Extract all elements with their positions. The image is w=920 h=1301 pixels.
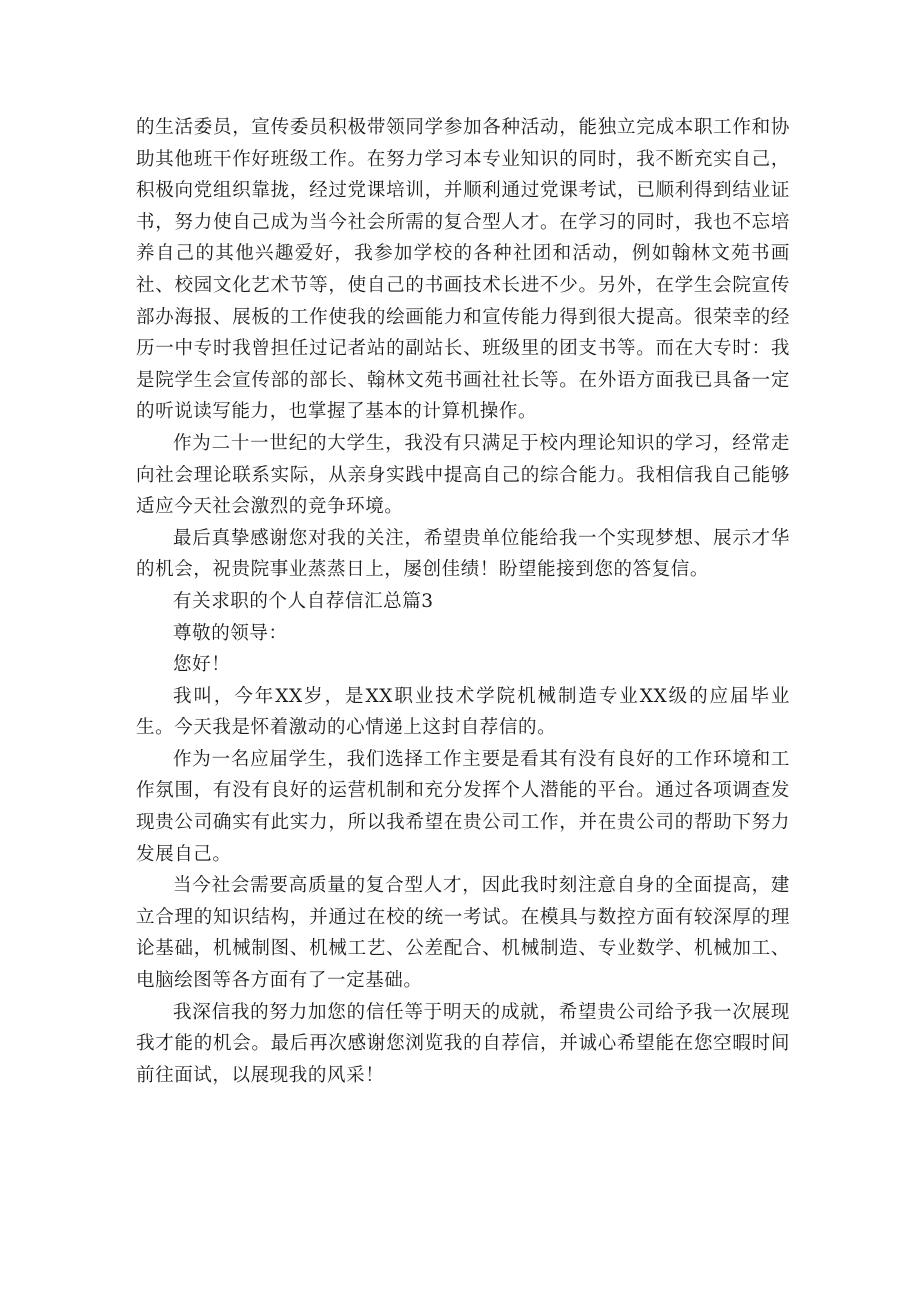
- salutation: 尊敬的领导：: [173, 622, 288, 644]
- paragraph-thanks: 最后真挚感谢您对我的关注，希望贵单位能给我一个实现梦想、展示才华的机会，祝贵院事业蒸蒸日上，屡创佳绩！盼望能接到您的答复信。: [136, 527, 790, 581]
- paragraph-skills: 当今社会需要高质量的复合型人才，因此我时刻注意自身的全面提高，建立合理的知识结构，并通过在校的统一考试。在模具与数控方面有较深厚的理论基础，机械制图、机械工艺、公差配合、机械制造、专业数学、机械加工、电脑绘图等各方面有了一定基础。: [136, 875, 790, 992]
- document-body: [136, 112, 790, 1091]
- paragraph-closing: 我深信我的努力加您的信任等于明天的成就，希望贵公司给予我一次展现我才能的机会。最后再次感谢您浏览我的自荐信，并诚心希望能在您空暇时间前往面试，以展现我的风采！: [136, 1001, 790, 1086]
- letter-title: 有关求职的个人自荐信汇总篇3: [173, 590, 434, 612]
- greeting: 您好！: [173, 654, 231, 676]
- paragraph-activities: 的生活委员，宣传委员积极带领同学参加各种活动，能独立完成本职工作和协助其他班干作好班级工作。在努力学习本专业知识的同时，我不断充实自己，积极向党组织靠拢，经过党课培训，并顺利通过党课考试，已顺利得到结业证书，努力使自己成为当今社会所需的复合型人才。在学习的同时，我也不忘培养自己的其他兴趣爱好，我参加学校的各种社团和活动，例如翰林文苑书画社、校园文化艺术节等，使自己的书画技术长进不少。另外，在学生会院宣传部办海报、展板的工作使我的绘画能力和宣传能力得到很大提高。很荣幸的经历一中专时我曾担任过记者站的副站长、班级里的团支书等。而在大专时：我是院学生会宣传部的部长、翰林文苑书画社社长等。在外语方面我已具备一定的听说读写能力，也掌握了基本的计算机操作。: [136, 117, 790, 423]
- paragraph-introduction: 我叫，今年XX岁，是XX职业技术学院机械制造专业XX级的应届毕业生。今天我是怀着激动的心情递上这封自荐信的。: [136, 685, 790, 739]
- paragraph-practice: 作为二十一世纪的大学生，我没有只满足于校内理论知识的学习，经常走向社会理论联系实际，从亲身实践中提高自己的综合能力。我相信我自己能够适应今天社会激烈的竞争环境。: [136, 432, 790, 518]
- paragraph-motivation: 作为一名应届学生，我们选择工作主要是看其有没有良好的工作环境和工作氛围，有没有良好的运营机制和充分发挥个人潜能的平台。通过各项调查发现贵公司确实有此实力，所以我希望在贵公司工作，并在贵公司的帮助下努力发展自己。: [136, 748, 790, 865]
